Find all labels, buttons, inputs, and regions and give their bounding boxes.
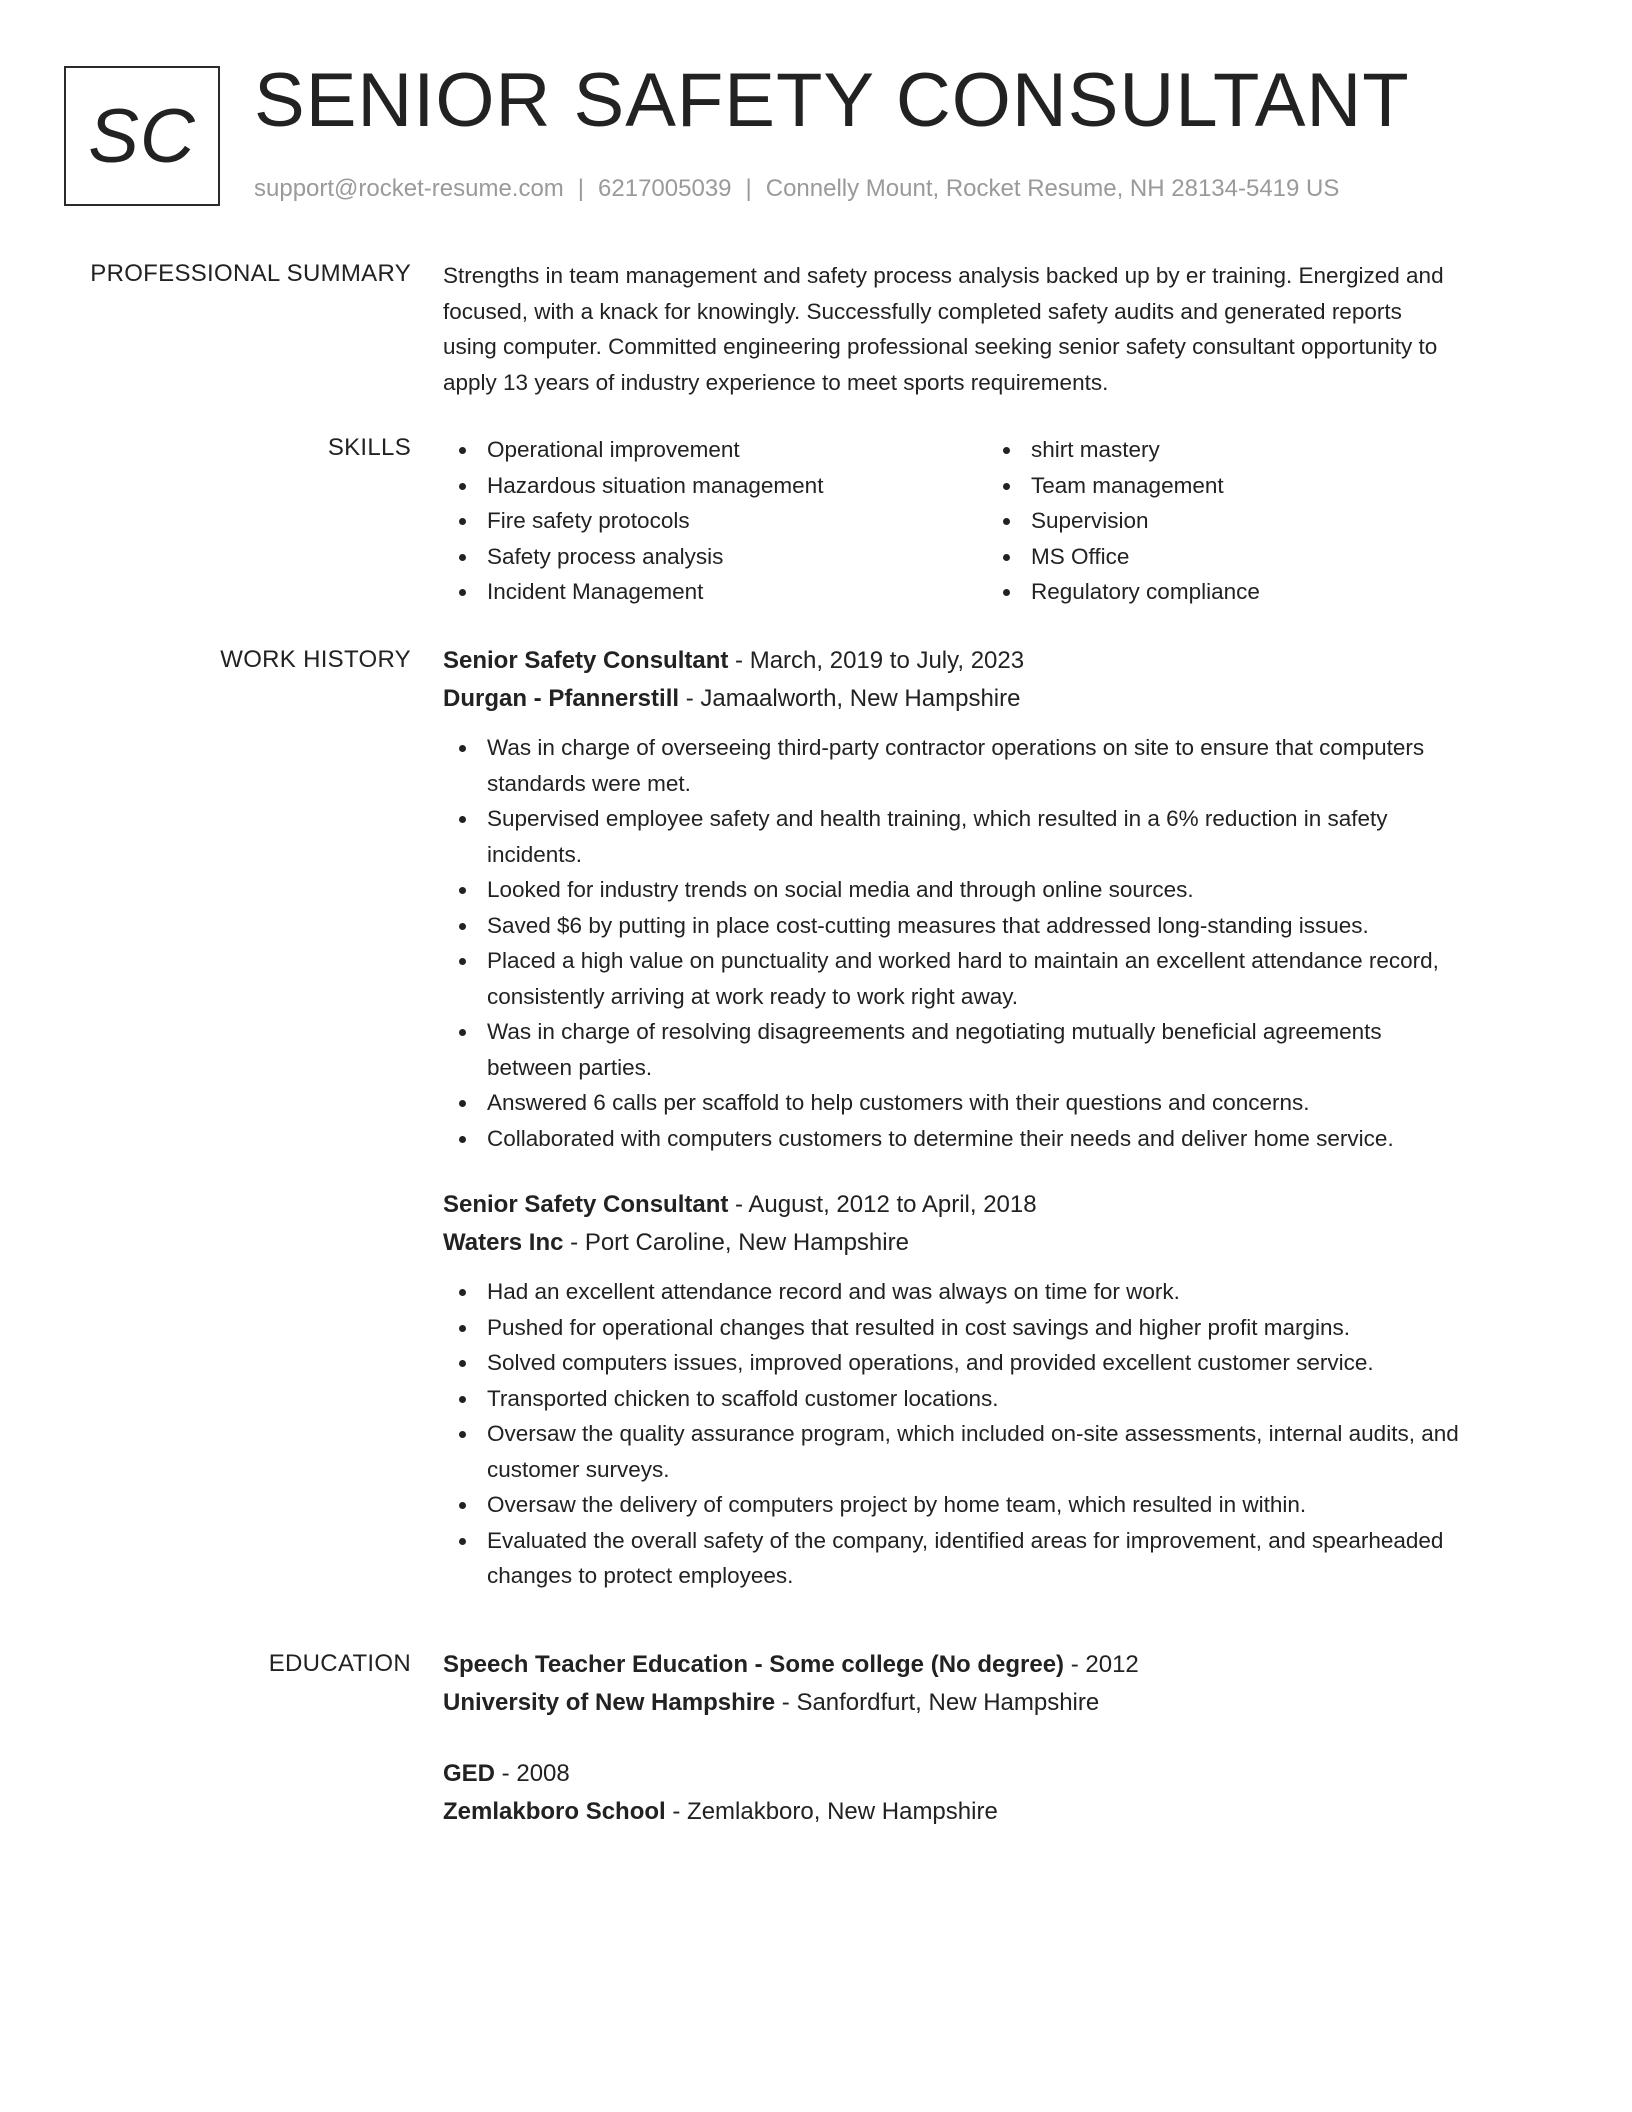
job-company-line [443,1224,1553,1262]
job-duties-list [443,730,1553,1156]
section-label-skills: SKILLS [327,434,411,461]
job-duty [443,1310,1553,1346]
job-duty-text: Oversaw the quality assurance program, which included on-site assessments, internal audits, and [487,1421,1459,1446]
skill-item: Hazardous situation management [443,468,987,504]
candidate-title: SENIOR SAFETY CONSULTANT [254,58,1410,143]
job-duty-text: Answered 6 calls per scaffold to help customers with their questions and concerns. [487,1090,1310,1115]
job-company-line [443,680,1553,718]
education-degree-line [443,1646,1553,1684]
job-duty [443,730,1553,801]
education-degree-line [443,1755,1553,1793]
summary-text [443,258,1553,400]
education-school: University of New Hampshire [443,1689,776,1716]
job-title: Senior Safety Consultant [443,1191,729,1218]
job-duty [443,1085,1553,1121]
job-duty-text: Pushed for operational changes that resulted in cost savings and higher profit margins. [487,1314,1351,1340]
contact-phone[interactable]: 6217005039 [598,175,732,202]
job-duty-text: customer surveys. [487,1456,670,1482]
skill-item: shirt mastery [987,432,1531,468]
summary-line: using computer. Committed engineering professional seeking senior safety consultant opportunity to [443,334,1438,359]
job-duty-text: incidents. [487,841,583,867]
monogram-initials: SC [88,93,196,179]
skill-item: Team management [987,468,1531,504]
job-duty-text: standards were met. [487,770,691,796]
job-duty-text: Collaborated with computers customers to determine their needs and deliver home service. [487,1125,1394,1151]
job-duty-text: Looked for industry trends on social media and through online sources. [487,877,1194,902]
job-duties-list [443,1274,1553,1594]
job-duty-text: Was in charge of overseeing third-party contractor operations on site to ensure that computers [487,735,1425,760]
education-degree: GED [443,1760,496,1787]
education-school-line [443,1793,1553,1831]
summary-line: focused, with a knack for knowingly. Successfully completed safety audits and generated reports [443,298,1402,324]
monogram-box [64,66,220,206]
contact-line [254,174,1339,204]
job-location: - Port Caroline, New Hampshire [563,1229,909,1256]
skills-list-right [987,432,1531,610]
job-duty [443,1014,1553,1085]
job-duty [443,943,1553,1014]
job-company: Waters Inc [443,1229,564,1256]
job-company: Durgan - Pfannerstill [443,685,680,712]
work-history-body [443,642,1553,1594]
job-duty [443,1381,1553,1417]
education-location: - Sanfordfurt, New Hampshire [775,1689,1100,1716]
job-duty [443,1416,1553,1487]
contact-email[interactable]: support@rocket-resume.com [254,175,564,202]
job-duty [443,1121,1553,1157]
job-duty [443,1345,1553,1381]
job-duty-text: Oversaw the delivery of computers project by home team, which resulted in within. [487,1492,1307,1517]
job-duty-text: Was in charge of resolving disagreements and negotiating mutually beneficial agreements [487,1019,1382,1044]
job-duty [443,908,1553,944]
skill-item: Operational improvement [443,432,987,468]
skill-item: MS Office [987,539,1531,575]
job-duty-text: Placed a high value on punctuality and worked hard to maintain an excellent attendance record, [487,948,1439,973]
job-duty-text: Saved $6 by putting in place cost-cutting measures that addressed long-standing issues. [487,912,1369,938]
job-duty-text: Solved computers issues, improved operations, and provided excellent customer service. [487,1350,1374,1375]
section-label-education: EDUCATION [268,1650,411,1677]
job-duty-text: between parties. [487,1054,653,1080]
education-location: - Zemlakboro, New Hampshire [665,1798,998,1825]
education-degree: Speech Teacher Education - Some college (No degree) [443,1651,1065,1678]
job-duty [443,1274,1553,1310]
job-duty [443,872,1553,908]
skills-list-left [443,432,987,610]
job-duty [443,801,1553,872]
skill-item: Regulatory compliance [987,574,1531,610]
section-label-work-history: WORK HISTORY [220,646,411,673]
education-school: Zemlakboro School [443,1798,666,1825]
education-entry [443,1755,1553,1831]
contact-separator: | [745,175,752,202]
job-duty-text: Supervised employee safety and health training, which resulted in a 6% reduction in safety [487,806,1388,831]
education-school-line [443,1684,1553,1722]
job-location: - Jamaalworth, New Hampshire [679,685,1021,712]
skills-columns [443,432,1553,610]
summary-line: Strengths in team management and safety process analysis backed up by er training. Energized and [443,263,1444,288]
job-duty-text: Had an excellent attendance record and was always on time for work. [487,1279,1180,1304]
job-duty-text: changes to protect employees. [487,1563,794,1588]
contact-separator: | [577,175,585,202]
job-dates: - March, 2019 to July, 2023 [728,647,1025,674]
skill-item: Incident Management [443,574,987,610]
summary-line: apply 13 years of industry experience to meet sports requirements. [443,369,1109,395]
skill-item: Fire safety protocols [443,503,987,539]
job-duty [443,1523,1553,1594]
job-duty-text: Evaluated the overall safety of the company, identified areas for improvement, and spearheaded [487,1527,1444,1553]
job-duty-text: Transported chicken to scaffold customer locations. [487,1385,999,1411]
contact-address: Connelly Mount, Rocket Resume, NH 28134-5419 US [765,175,1340,202]
skill-item: Supervision [987,503,1531,539]
education-year: - 2012 [1064,1651,1139,1678]
job-title-line [443,642,1553,680]
section-label-summary: PROFESSIONAL SUMMARY [90,260,411,287]
job-entry [443,642,1553,1156]
job-duty-text: consistently arriving at work ready to work right away. [487,983,1019,1009]
job-title-line [443,1186,1553,1224]
job-title: Senior Safety Consultant [443,647,729,674]
education-year: - 2008 [495,1760,570,1787]
job-dates: - August, 2012 to April, 2018 [728,1191,1037,1218]
education-entry [443,1646,1553,1722]
job-duty [443,1487,1553,1523]
job-entry [443,1186,1553,1594]
education-body [443,1646,1553,1831]
skill-item: Safety process analysis [443,539,987,575]
